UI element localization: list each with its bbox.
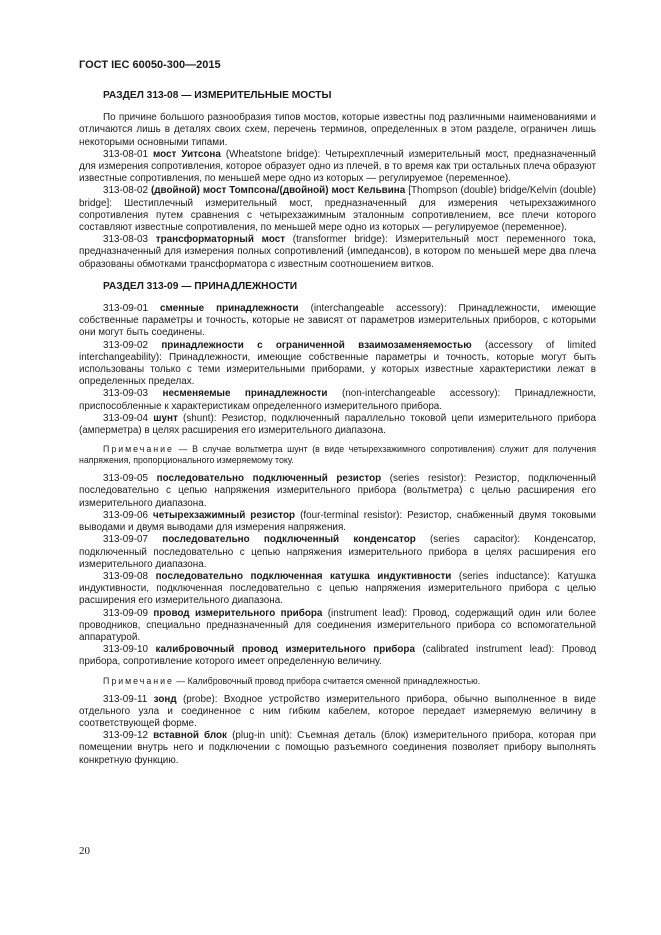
term-name: шунт — [153, 412, 178, 424]
term-entry: 313-08-02 (двойной) мост Томпсона/(двойной) мост Кельвина [Thompson (double) bridge/Kelvin (double) bridge]: Шестиплечный измерительный мост, предназначенный для измерения четырехзажимного сопротивления путем сравнения с четырехзажимным эталонным сопротивлением, все плечи которого составляют известные сопротивления, по меньшей мере одно из которых — регулируемое (переменное). — [79, 185, 596, 234]
term-name: трансформаторный мост — [155, 234, 286, 246]
term-name: последовательно подключенный резистор — [156, 473, 382, 485]
term-entry: 313-08-01 мост Уитсона (Wheatstone bridge): Четырехплечный измерительный мост, предназначенный для измерения сопротивления, которое образует одно из плечей, в то время как три остальных плеча образуют известные сопротивления, по меньшей мере одно из которых — регулируемое (переменное). — [79, 148, 596, 185]
term-entry: 313-09-08 последовательно подключенная катушка индуктивности (series inductance): Катушка индуктивности, подключенная последовательно с цепью напряжения измерительного прибора с целью расширения его измерительного диапазона. — [79, 570, 596, 607]
term-entry: 313-09-09 провод измерительного прибора (instrument lead): Провод, содержащий один или более проводников, специально предназначенный для соединения измерительного прибора со вспомогательной аппаратурой. — [79, 607, 596, 643]
term-entry: 313-08-03 трансформаторный мост (transformer bridge): Измерительный мост переменного тока, предназначенный для измерения полных сопротивлений (импедансов), в котором по меньшей мере два плеча образованы обмотками трансформатора с известным соотношением витков. — [79, 234, 596, 270]
term-entry: 313-09-04 шунт (shunt): Резистор, подключенный параллельно токовой цепи измерительного прибора (амперметра) в целях расширения его измерительного диапазона. — [79, 412, 596, 437]
term-name: несменяемые принадлежности — [162, 388, 328, 400]
term-name: мост Уитсона — [152, 148, 221, 160]
page-number: 20 — [79, 845, 90, 857]
term-name: принадлежности с ограниченной взаимозаменяемостью — [161, 339, 472, 351]
term-entry: 313-09-05 последовательно подключенный резистор (series resistor): Резистор, подключенный последовательно с цепью напряжения измерительного прибора (вольтметра) с целью расширения его измерительного диапазона. — [79, 473, 596, 509]
term-entry: 313-09-06 четырехзажимный резистор (four-terminal resistor): Резистор, снабженный двумя токовыми выводами и двумя выводами для измерения напряжения. — [79, 509, 597, 534]
term-name: (двойной) мост Томпсона/(двойной) мост Кельвина — [150, 185, 406, 197]
note-label: Примечание — [103, 675, 174, 686]
term-name: сменные принадлежности — [159, 303, 299, 315]
term-name: последовательно подключенный конденсатор — [162, 534, 416, 546]
document-body — [79, 90, 596, 767]
term-entry: 313-09-07 последовательно подключенный конденсатор (series capacitor): Конденсатор, подключенный последовательно с цепью напряжения измерительного прибора в целях расширения его измерительного диапазона. — [79, 534, 596, 570]
term-name: вставной блок — [153, 730, 227, 742]
term-entry: 313-09-01 сменные принадлежности (interchangeable accessory): Принадлежности, имеющие собственные параметры и точность, которые не зависят от параметров измерительных приборов, с которыми они могут быть соединены. — [79, 303, 597, 339]
document-header: ГОСТ IEC 60050-300—2015 — [79, 59, 221, 71]
term-entry: 313-09-02 принадлежности с ограниченной взаимозаменяемостью (accessory of limited interchangeability): Принадлежности, имеющие собственные параметры и точность, которые могут быть использованы только с теми измерительными приборами, у которых известные характеристики лежат в определенных пределах. — [79, 339, 596, 388]
term-name: провод измерительного прибора — [153, 607, 323, 619]
note: Примечание — В случае вольтметра шунт (в виде четырехзажимного сопротивления) служит для получения напряжения, пропорционального измеряемому току. — [79, 444, 596, 466]
note-label: Примечание — [103, 444, 174, 455]
term-name: последовательно подключенная катушка индуктивности — [155, 570, 452, 582]
note: Примечание — Калибровочный провод прибора считается сменной принадлежностью. — [103, 675, 481, 686]
term-name: зонд — [153, 693, 177, 705]
section-heading: РАЗДЕЛ 313-08 — ИЗМЕРИТЕЛЬНЫЕ МОСТЫ — [103, 90, 332, 101]
term-name: калибровочный провод измерительного прибора — [155, 644, 415, 656]
term-entry: 313-09-12 вставной блок (plug-in unit): Съемная деталь (блок) измерительного прибора, которая при помещении внутрь него и подключении с помощью разъемного соединения позволяет прибору выполнять конкретную функцию. — [79, 730, 597, 766]
term-entry: 313-09-11 зонд (probe): Входное устройство измерительного прибора, обычно выполненное в виде отдельного узла и соединенное с ним гибким кабелем, которое передает измеряемую величину в соответствующей форме. — [79, 693, 597, 729]
section-intro: По причине большого разнообразия типов мостов, которые известны под различными наименованиями и отличаются лишь в деталях своих схем, перечень терминов, определенных в этом разделе, ограничен лишь некоторыми основными типами. — [79, 112, 596, 148]
term-entry: 313-09-03 несменяемые принадлежности (non-interchangeable accessory): Принадлежности, приспособленные к характеристикам определенного измерительного прибора. — [79, 388, 596, 412]
section-heading: РАЗДЕЛ 313-09 — ПРИНАДЛЕЖНОСТИ — [103, 280, 298, 292]
term-name: четырехзажимный резистор — [153, 509, 296, 521]
term-entry: 313-09-10 калибровочный провод измерительного прибора (calibrated instrument lead): Провод прибора, сопротивление которого имеет определенную величину. — [79, 644, 596, 668]
